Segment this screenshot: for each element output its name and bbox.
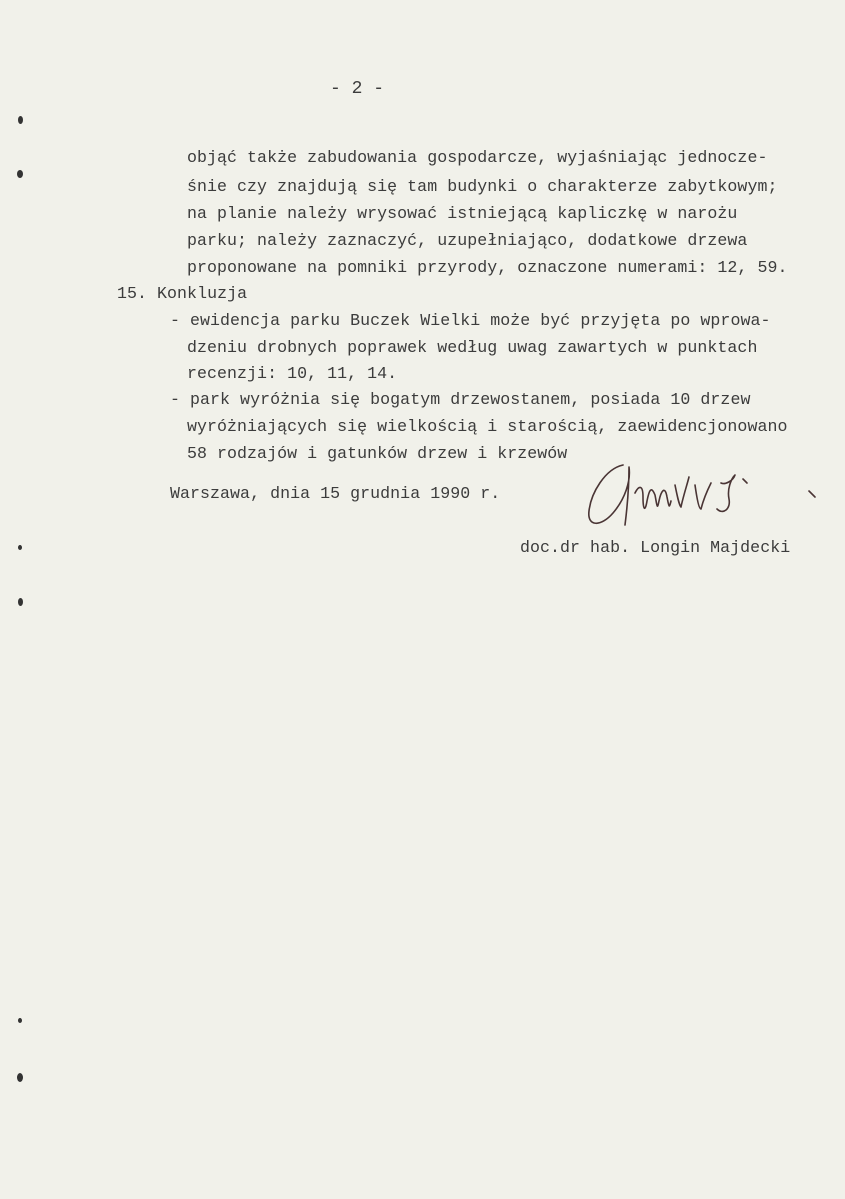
binder-hole-mark	[18, 545, 22, 550]
binder-hole-mark	[18, 598, 23, 606]
signature-icon	[583, 455, 823, 540]
text-line: dzeniu drobnych poprawek według uwag zawartych w punktach	[187, 338, 758, 357]
bullet-line: - park wyróżnia się bogatym drzewostanem, posiada 10 drzew	[170, 390, 751, 409]
binder-hole-mark	[17, 1073, 23, 1082]
binder-hole-mark	[17, 170, 23, 178]
text-line: recenzji: 10, 11, 14.	[187, 364, 398, 383]
page-number: - 2 -	[330, 79, 385, 99]
text-line: na planie należy wrysować istniejącą kapliczkę w narożu	[187, 204, 738, 223]
text-line: parku; należy zaznaczyć, uzupełniająco, dodatkowe drzewa	[187, 231, 748, 250]
text-line: śnie czy znajdują się tam budynki o charakterze zabytkowym;	[187, 177, 778, 196]
date-line: Warszawa, dnia 15 grudnia 1990 r.	[170, 484, 501, 503]
section-heading: 15. Konkluzja	[117, 284, 248, 303]
binder-hole-mark	[18, 116, 23, 124]
binder-hole-mark	[18, 1018, 22, 1023]
author-name: doc.dr hab. Longin Majdecki	[520, 538, 791, 557]
bullet-line: - ewidencja parku Buczek Wielki może być przyjęta po wprowa-	[170, 311, 771, 330]
text-line: 58 rodzajów i gatunków drzew i krzewów	[187, 444, 568, 463]
text-line: objąć także zabudowania gospodarcze, wyjaśniając jednocze-	[187, 148, 768, 167]
text-line: wyróżniających się wielkością i starością, zaewidencjonowano	[187, 417, 788, 436]
text-line: proponowane na pomniki przyrody, oznaczone numerami: 12, 59.	[187, 258, 788, 277]
